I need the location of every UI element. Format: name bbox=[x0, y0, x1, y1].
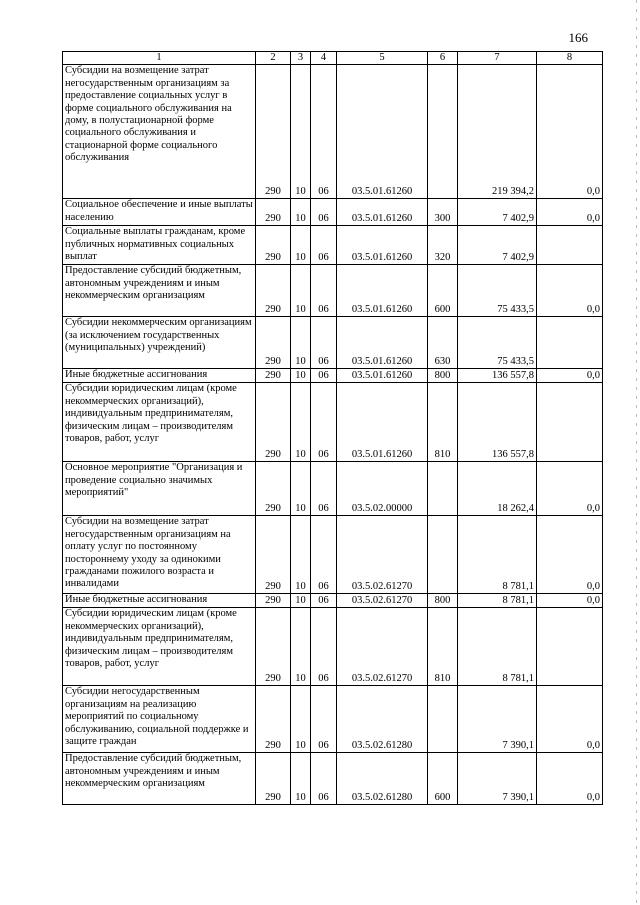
table-row bbox=[63, 753, 603, 805]
row-value-cell: 290 bbox=[256, 516, 291, 594]
row-name-cell: Иные бюджетные ассигнования bbox=[63, 369, 256, 383]
row-value-cell: 10 bbox=[291, 753, 311, 805]
row-value-cell: 8 781,1 bbox=[458, 594, 537, 608]
row-value-cell: 290 bbox=[256, 462, 291, 516]
row-value-cell: 06 bbox=[311, 516, 337, 594]
row-value-cell: 03.5.01.61260 bbox=[337, 369, 428, 383]
row-value-cell: 0,0 bbox=[537, 65, 603, 199]
table-row bbox=[63, 686, 603, 753]
row-value-cell: 290 bbox=[256, 594, 291, 608]
row-value-cell: 290 bbox=[256, 317, 291, 369]
column-header: 5 bbox=[337, 52, 428, 65]
row-value-cell: 290 bbox=[256, 369, 291, 383]
row-value-cell bbox=[428, 686, 458, 753]
row-value-cell: 810 bbox=[428, 383, 458, 462]
table-row bbox=[63, 462, 603, 516]
table-row bbox=[63, 265, 603, 317]
table-row bbox=[63, 199, 603, 226]
row-value-cell: 290 bbox=[256, 686, 291, 753]
row-name-cell: Субсидии на возмещение затрат негосударственным организациям на оплату услуг по постоянному постороннему уходу за одинокими гражданами пожилого возраста и инвалидами bbox=[63, 516, 256, 594]
row-value-cell: 290 bbox=[256, 753, 291, 805]
row-value-cell: 06 bbox=[311, 753, 337, 805]
row-value-cell: 10 bbox=[291, 317, 311, 369]
column-header: 4 bbox=[311, 52, 337, 65]
row-value-cell: 10 bbox=[291, 516, 311, 594]
row-value-cell: 10 bbox=[291, 686, 311, 753]
row-value-cell bbox=[537, 383, 603, 462]
row-value-cell: 7 390,1 bbox=[458, 753, 537, 805]
row-name-cell: Субсидии некоммерческим организациям (за исключением государственных (муниципальных) учреждений) bbox=[63, 317, 256, 369]
column-header: 1 bbox=[63, 52, 256, 65]
row-value-cell bbox=[428, 65, 458, 199]
table-row bbox=[63, 65, 603, 199]
row-value-cell: 75 433,5 bbox=[458, 317, 537, 369]
row-value-cell: 290 bbox=[256, 199, 291, 226]
row-value-cell: 03.5.02.61280 bbox=[337, 753, 428, 805]
row-value-cell: 03.5.02.61270 bbox=[337, 594, 428, 608]
row-value-cell: 600 bbox=[428, 753, 458, 805]
row-name-cell: Иные бюджетные ассигнования bbox=[63, 594, 256, 608]
column-header: 3 bbox=[291, 52, 311, 65]
row-value-cell: 7 402,9 bbox=[458, 226, 537, 265]
row-value-cell: 10 bbox=[291, 369, 311, 383]
row-value-cell: 75 433,5 bbox=[458, 265, 537, 317]
row-value-cell: 06 bbox=[311, 199, 337, 226]
row-value-cell: 03.5.01.61260 bbox=[337, 226, 428, 265]
budget-table bbox=[62, 51, 603, 805]
row-value-cell: 219 394,2 bbox=[458, 65, 537, 199]
row-value-cell: 630 bbox=[428, 317, 458, 369]
table-row bbox=[63, 317, 603, 369]
row-value-cell: 06 bbox=[311, 462, 337, 516]
row-value-cell: 0,0 bbox=[537, 594, 603, 608]
row-value-cell: 06 bbox=[311, 369, 337, 383]
row-name-cell: Предоставление субсидий бюджетным, автономным учреждениям и иным некоммерческим организациям bbox=[63, 753, 256, 805]
table-row bbox=[63, 369, 603, 383]
row-value-cell: 136 557,8 bbox=[458, 369, 537, 383]
column-header: 8 bbox=[537, 52, 603, 65]
row-value-cell bbox=[537, 317, 603, 369]
row-value-cell: 290 bbox=[256, 65, 291, 199]
header-row bbox=[63, 52, 603, 65]
row-value-cell: 8 781,1 bbox=[458, 516, 537, 594]
row-value-cell: 10 bbox=[291, 265, 311, 317]
row-value-cell: 06 bbox=[311, 265, 337, 317]
row-value-cell: 810 bbox=[428, 608, 458, 686]
row-value-cell: 06 bbox=[311, 608, 337, 686]
row-name-cell: Основное мероприятие "Организация и проведение социально значимых мероприятий" bbox=[63, 462, 256, 516]
table-row bbox=[63, 594, 603, 608]
row-value-cell: 06 bbox=[311, 226, 337, 265]
row-value-cell: 0,0 bbox=[537, 753, 603, 805]
row-value-cell: 03.5.02.61270 bbox=[337, 516, 428, 594]
table-row bbox=[63, 383, 603, 462]
row-value-cell bbox=[537, 608, 603, 686]
row-value-cell: 0,0 bbox=[537, 686, 603, 753]
row-value-cell: 03.5.02.61280 bbox=[337, 686, 428, 753]
row-name-cell: Субсидии юридическим лицам (кроме некоммерческих организаций), индивидуальным предпринимателям, физическим лицам – производителям товаров, работ, услуг bbox=[63, 383, 256, 462]
row-value-cell: 03.5.02.61270 bbox=[337, 608, 428, 686]
row-value-cell: 10 bbox=[291, 199, 311, 226]
row-value-cell: 0,0 bbox=[537, 462, 603, 516]
column-header: 6 bbox=[428, 52, 458, 65]
row-value-cell: 290 bbox=[256, 608, 291, 686]
row-value-cell: 0,0 bbox=[537, 516, 603, 594]
page-number: 166 bbox=[568, 30, 588, 45]
row-value-cell: 03.5.01.61260 bbox=[337, 265, 428, 317]
table-row bbox=[63, 226, 603, 265]
row-value-cell: 03.5.01.61260 bbox=[337, 65, 428, 199]
row-value-cell: 290 bbox=[256, 383, 291, 462]
row-value-cell: 800 bbox=[428, 369, 458, 383]
row-value-cell: 8 781,1 bbox=[458, 608, 537, 686]
row-value-cell: 600 bbox=[428, 265, 458, 317]
row-value-cell: 06 bbox=[311, 383, 337, 462]
row-value-cell: 0,0 bbox=[537, 369, 603, 383]
row-value-cell: 03.5.01.61260 bbox=[337, 317, 428, 369]
row-value-cell: 06 bbox=[311, 65, 337, 199]
row-value-cell: 03.5.01.61260 bbox=[337, 199, 428, 226]
row-value-cell: 03.5.02.00000 bbox=[337, 462, 428, 516]
row-value-cell bbox=[428, 516, 458, 594]
table-body bbox=[63, 65, 603, 805]
column-header: 7 bbox=[458, 52, 537, 65]
row-value-cell bbox=[537, 226, 603, 265]
row-value-cell: 18 262,4 bbox=[458, 462, 537, 516]
row-name-cell: Социальное обеспечение и иные выплаты населению bbox=[63, 199, 256, 226]
row-name-cell: Социальные выплаты гражданам, кроме публичных нормативных социальных выплат bbox=[63, 226, 256, 265]
table-row bbox=[63, 608, 603, 686]
column-header: 2 bbox=[256, 52, 291, 65]
row-value-cell: 7 402,9 bbox=[458, 199, 537, 226]
row-name-cell: Субсидии негосударственным организациям на реализацию мероприятий по социальному обслуживанию, социальной поддержке и защите граждан bbox=[63, 686, 256, 753]
table-row bbox=[63, 516, 603, 594]
row-value-cell: 290 bbox=[256, 265, 291, 317]
row-value-cell: 290 bbox=[256, 226, 291, 265]
row-value-cell: 136 557,8 bbox=[458, 383, 537, 462]
row-value-cell: 800 bbox=[428, 594, 458, 608]
row-value-cell: 10 bbox=[291, 226, 311, 265]
row-name-cell: Субсидии на возмещение затрат негосударственным организациям за предоставление социальных услуг в форме социального обслуживания на дому, в полустационарной форме социального обслуживания и стационарной форме социального обслуживания bbox=[63, 65, 256, 199]
row-value-cell: 10 bbox=[291, 383, 311, 462]
row-value-cell bbox=[428, 462, 458, 516]
row-value-cell: 0,0 bbox=[537, 199, 603, 226]
row-value-cell: 10 bbox=[291, 65, 311, 199]
row-value-cell: 03.5.01.61260 bbox=[337, 383, 428, 462]
row-value-cell: 06 bbox=[311, 317, 337, 369]
row-value-cell: 300 bbox=[428, 199, 458, 226]
row-value-cell: 320 bbox=[428, 226, 458, 265]
row-value-cell: 06 bbox=[311, 594, 337, 608]
row-value-cell: 06 bbox=[311, 686, 337, 753]
row-name-cell: Предоставление субсидий бюджетным, автономным учреждениям и иным некоммерческим организациям bbox=[63, 265, 256, 317]
row-value-cell: 7 390,1 bbox=[458, 686, 537, 753]
scan-edge-artifact bbox=[636, 0, 637, 905]
row-value-cell: 0,0 bbox=[537, 265, 603, 317]
row-name-cell: Субсидии юридическим лицам (кроме некоммерческих организаций), индивидуальным предпринимателям, физическим лицам – производителям товаров, работ, услуг bbox=[63, 608, 256, 686]
row-value-cell: 10 bbox=[291, 594, 311, 608]
row-value-cell: 10 bbox=[291, 608, 311, 686]
row-value-cell: 10 bbox=[291, 462, 311, 516]
